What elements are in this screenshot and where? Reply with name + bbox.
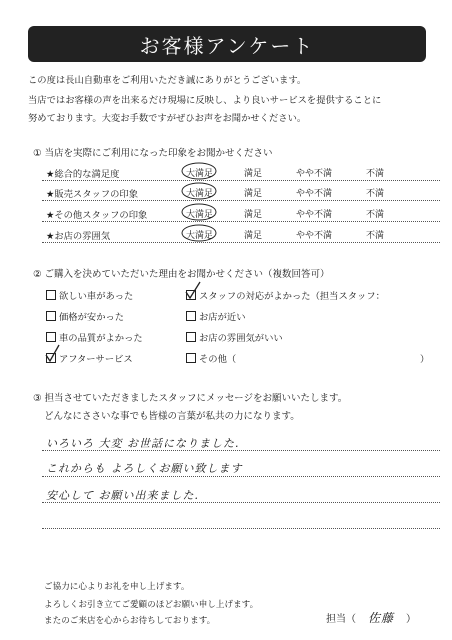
q1-row-4-opt-2[interactable]: 満足 [244,231,263,241]
intro-line-2: 当店ではお客様の声を出来るだけ現場に反映し、より良いサービスを提供することに [28,95,382,106]
q2-other-close: ） [420,354,430,365]
q1-row-1-opt-4[interactable]: 不満 [366,169,385,179]
q2-item-label: アフターサービス [59,354,133,365]
handwritten-line-2: これからも よろしくお願い致します [46,462,243,475]
q1-row-3-opt-3[interactable]: やや不満 [296,210,333,220]
handwritten-line-3: 安心して お願い出来ました. [46,489,199,502]
q1-row-3-opt-2[interactable]: 満足 [244,210,263,220]
footer-line-1: ご協力に心よりお礼を申し上げます。 [44,582,190,592]
intro-line-1: この度は長山自動車をご利用いただき誠にありがとうございます。 [28,75,307,86]
q2-item-label: スタッフの対応がよかった（担当スタッフ： [199,291,385,302]
intro-line-3: 努めております。大変お手数ですがぜひお声をお聞かせください。 [28,113,307,124]
q1-row-3-opt-4[interactable]: 不満 [366,210,385,220]
q2-item-label: 価格が安かった [59,312,125,323]
q2-item-label: 欲しい車があった [59,291,134,302]
q1-row-1-opt-2[interactable]: 満足 [244,169,263,179]
q1-row-2-opt-4[interactable]: 不満 [366,189,385,199]
q1-row-4-opt-1[interactable]: 大満足 [186,231,214,241]
q1-row-3-opt-1[interactable]: 大満足 [186,210,214,220]
q1-row-2-opt-3[interactable]: やや不満 [296,189,333,199]
selection-circle [182,204,216,220]
q2-item-label: お店が近い [199,312,246,323]
q1-row-2-opt-2[interactable]: 満足 [244,189,263,199]
q3-heading: ③ 担当させていただきましたスタッフにメッセージをお願いいたします。 [33,393,348,404]
staff-label: 担当（ [326,614,356,625]
q1-row-4-label: ★お店の雰囲気 [46,231,111,242]
q1-heading: ① 当店を実際にご利用になった印象をお聞かせください [33,148,273,159]
q1-row-2-opt-1[interactable]: 大満足 [186,189,214,199]
handwritten-line-1: いろいろ 大変 お世話になりました. [46,437,240,450]
q3-subheading: どんなにささいな事でも皆様の言葉が私共の力になります。 [44,411,300,422]
q2-heading: ② ご購入を決めていただいた理由をお聞かせください（複数回答可） [33,269,330,280]
staff-close: ） [406,614,417,625]
selection-circle [182,163,216,179]
check-mark-icon [186,282,200,298]
footer-line-3: またのご来店を心からお待ちしております。 [44,616,216,626]
q2-item-label: お店の雰囲気がいい [199,333,283,344]
selection-circle [182,183,216,199]
staff-name: 佐藤 [368,611,395,625]
q1-row-4-opt-3[interactable]: やや不満 [296,231,333,241]
q1-row-3-label: ★その他スタッフの印象 [46,210,148,221]
check-mark-icon [46,345,59,361]
q1-row-1-opt-3[interactable]: やや不満 [296,169,333,179]
q1-row-4-opt-4[interactable]: 不満 [366,231,385,241]
q1-row-1-label: ★総合的な満足度 [46,169,120,180]
q2-item-label: その他（ [199,354,237,365]
footer-line-2: よろしくお引き立てご愛顧のほどお願い申し上げます。 [44,600,259,610]
q1-row-1-opt-1[interactable]: 大満足 [186,169,214,179]
q1-row-2-label: ★販売スタッフの印象 [46,189,139,200]
selection-circle [182,225,216,241]
page-title: お客様アンケート [139,33,315,58]
q2-item-label: 車の品質がよかった [59,333,143,344]
